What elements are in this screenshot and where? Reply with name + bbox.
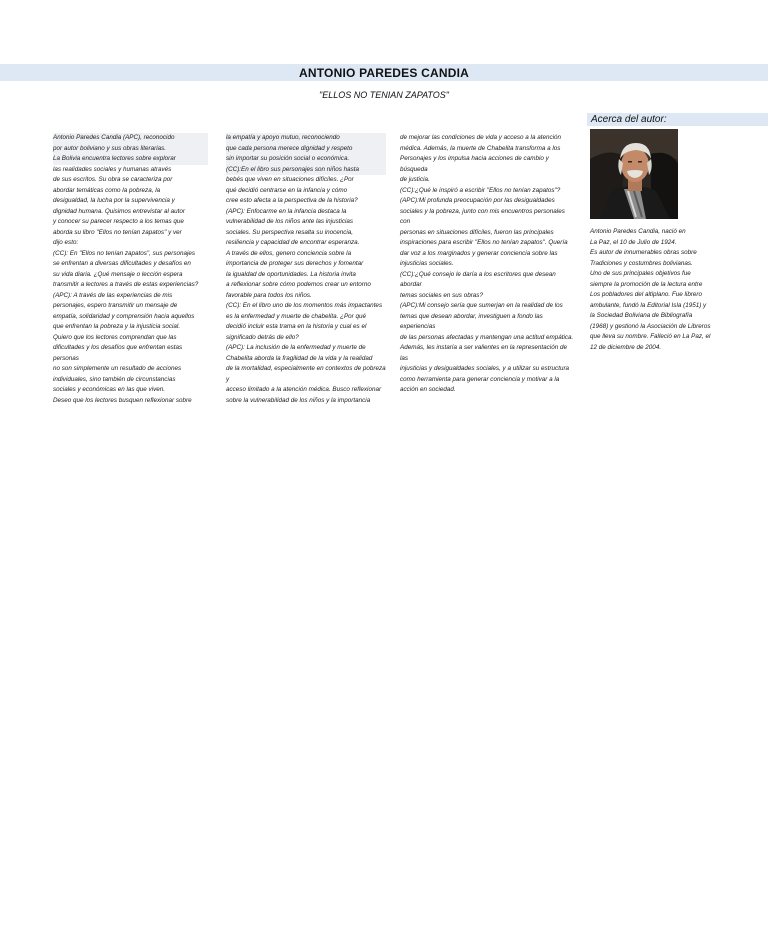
text-line: y conocer su parecer respecto a los temas que	[53, 218, 184, 225]
text-line: de la mortalidad, especialmente en contextos de pobreza y	[226, 365, 386, 383]
text-line: como herramienta para generar conciencia y motivar a la	[400, 375, 560, 383]
text-line: Antonio Paredes Candia, nació en	[590, 228, 686, 235]
text-line: (CC): En "Ellos no tenían zapatos", sus personajes	[53, 249, 196, 257]
text-line: inspiraciones para escribir "Ellos no tenían zapatos". Quería	[400, 239, 568, 246]
text-line: de sus escritos. Su obra se caracteriza por	[53, 176, 173, 183]
text-line: sociales y la pobreza, junto con mis encuentros personales con	[400, 207, 565, 225]
text-line: (1968) y gestionó la Asociación de Libreros	[590, 322, 711, 330]
interview-column-2	[226, 133, 386, 406]
text-line: (APC): La inclusión de la enfermedad y muerte de	[226, 344, 366, 351]
text-line: dificultades y los desafíos que enfrentan estas personas	[53, 344, 183, 362]
text-line: se enfrentan a diversas dificultades y desafíos en	[53, 260, 191, 267]
text-line: personas en situaciones difíciles, fueron las principales	[400, 228, 554, 236]
text-line: de justicia.	[400, 176, 430, 183]
text-line: dijo esto:	[53, 239, 79, 246]
text-line: la empatía y apoyo mutuo, reconociendo	[226, 133, 386, 144]
text-line: transmitir a lectores a través de estas experiencias?	[53, 281, 199, 288]
page-title: ANTONIO PAREDES CANDIA	[299, 65, 469, 80]
text-line: Los pobladores del altiplano. Fue librero	[590, 291, 703, 298]
text-line: la igualdad de oportunidades. La historia invita	[226, 270, 356, 278]
text-line: (APC): Enfocarme en la infancia destaca la	[226, 207, 347, 215]
text-line: (CC):En el libro sus personajes son niños hasta	[226, 165, 386, 176]
text-line: de mejorar las condiciones de vida y acceso a la atención	[400, 134, 562, 141]
text-line: Es autor de innumerables obras sobre	[590, 249, 697, 256]
text-line: Deseo que los lectores busquen reflexionar sobre	[53, 396, 192, 404]
text-line: vulnerabilidad de los niños ante las injusticias	[226, 218, 354, 225]
text-line: A través de ellos, genero conciencia sobre la	[226, 249, 352, 257]
text-line: de las personas afectadas y mantengan una actitud empática.	[400, 333, 574, 341]
text-line: personajes, espero transmitir un mensaje de	[53, 302, 178, 309]
text-line: resiliencia y capacidad de encontrar esperanza.	[226, 239, 360, 246]
text-line: abordar temáticas como la pobreza, la	[53, 186, 161, 194]
text-line: su vida diaria. ¿Qué mensaje o lección espera	[53, 270, 183, 278]
author-portrait-image	[590, 129, 678, 219]
text-line: las realidades sociales y humanas através	[53, 165, 172, 173]
book-subtitle: "ELLOS NO TENIAN ZAPATOS"	[319, 90, 449, 100]
text-line: sin importar su posición social o económica.	[226, 154, 386, 165]
text-line: 12 de diciembre de 2004.	[590, 343, 662, 351]
text-line: la Sociedad Boliviana de Bibliografía	[590, 312, 693, 319]
text-line: Chabelita aborda la fragilidad de la vida y la realidad	[226, 354, 373, 362]
text-line: desigualdad, la lucha por la supervivencia y	[53, 197, 175, 204]
text-line: temas que desean abordar, investiguen a fondo las experiencias	[400, 312, 543, 330]
text-line: significado detrás de ello?	[226, 333, 299, 341]
text-line: decidió incluir esta trama en la historia y cual es el	[226, 323, 367, 330]
text-line: aborda su libro "Ellos no tenían zapatos" y ver	[53, 228, 182, 236]
text-line: acción en sociedad.	[400, 386, 456, 393]
text-line: (CC):¿Qué consejo le daría a los escritores que desean abordar	[400, 270, 556, 288]
text-line: a reflexionar sobre cómo podemos crear un entorno	[226, 281, 371, 288]
text-line: bebés que viven en situaciones difíciles. ¿Por	[226, 176, 354, 183]
text-line: dar voz a los marginados y generar conciencia sobre las	[400, 249, 558, 257]
text-line: qué decidió centrarse en la infancia y cómo	[226, 186, 348, 194]
text-line: Quiero que los lectores comprendan que las	[53, 333, 177, 341]
interview-column-3	[400, 133, 576, 396]
author-portrait-icon	[590, 129, 678, 219]
author-heading: Acerca del autor:	[587, 113, 768, 126]
text-line: Uno de sus principales objetivos fue	[590, 270, 691, 277]
text-line: siempre la promoción de la lectura entre	[590, 280, 703, 288]
text-line: La Paz, el 10 de Julio de 1924.	[590, 238, 677, 246]
text-line: no son simplemente un resultado de acciones	[53, 365, 182, 372]
text-line: individuales, sino también de circunstancias	[53, 375, 176, 383]
text-line: injusticias y desigualdades sociales, y a utilizar su estructura	[400, 365, 570, 372]
interview-column-1	[53, 133, 208, 406]
text-line: dignidad humana. Quisimos entrevistar al autor	[53, 207, 185, 215]
text-line: por autor boliviano y sus obras literarias.	[53, 144, 208, 155]
text-line: Además, les instaría a ser valientes en la representación de las	[400, 344, 567, 362]
text-line: sociales y económicas en las que viven.	[53, 386, 166, 393]
text-line: sociales. Su perspectiva resalta su inocencia,	[226, 228, 354, 236]
text-line: Tradiciones y costumbres bolivianas.	[590, 259, 693, 267]
text-line: (APC):Mi consejo sería que sumerjan en la realidad de los	[400, 302, 563, 309]
text-line: temas sociales en sus obras?	[400, 291, 483, 299]
author-bio-column	[590, 227, 715, 353]
text-line: Personajes y los impulsa hacia acciones de cambio y búsqueda	[400, 155, 549, 173]
text-line: es la enfermedad y muerte de chabelita. ¿Por qué	[226, 312, 367, 320]
text-line: La Bolivia encuentra lectores sobre explorar	[53, 154, 208, 165]
text-line: acceso limitado a la atención médica. Busco reflexionar	[226, 386, 382, 393]
text-line: (CC): En el libro uno de los momentos más impactantes	[226, 302, 383, 309]
text-line: que enfrentan la pobreza y la injusticia social.	[53, 323, 181, 330]
text-line: injusticias sociales.	[400, 260, 454, 267]
text-line: que lleva su nombre. Falleció en La Paz, el	[590, 333, 711, 340]
text-line: empatía, solidaridad y comprensión hacia aquellos	[53, 312, 195, 320]
text-line: cree esto afecta a la perspectiva de la historia?	[226, 197, 358, 204]
text-line: (APC): A través de las experiencias de mis	[53, 291, 173, 299]
text-line: (CC):¿Qué le inspiró a escribir "Ellos no tenían zapatos"?	[400, 186, 561, 194]
title-bar	[0, 64, 768, 81]
text-line: Antonio Paredes Candia (APC), reconocido	[53, 133, 208, 144]
text-line: que cada persona merece dignidad y respeto	[226, 144, 386, 155]
text-line: sobre la vulnerabilidad de los niños y la importancia	[226, 396, 371, 404]
text-line: importancia de proteger sus derechos y fomentar	[226, 260, 364, 267]
text-line: (APC):Mi profunda preocupación por las desigualdades	[400, 197, 555, 204]
text-line: médica. Además, la muerte de Chabelita transforma a los	[400, 144, 561, 152]
text-line: ambulante, fundó la Editorial Isla (1951) y	[590, 301, 707, 309]
text-line: favorable para todos los niños.	[226, 291, 312, 299]
